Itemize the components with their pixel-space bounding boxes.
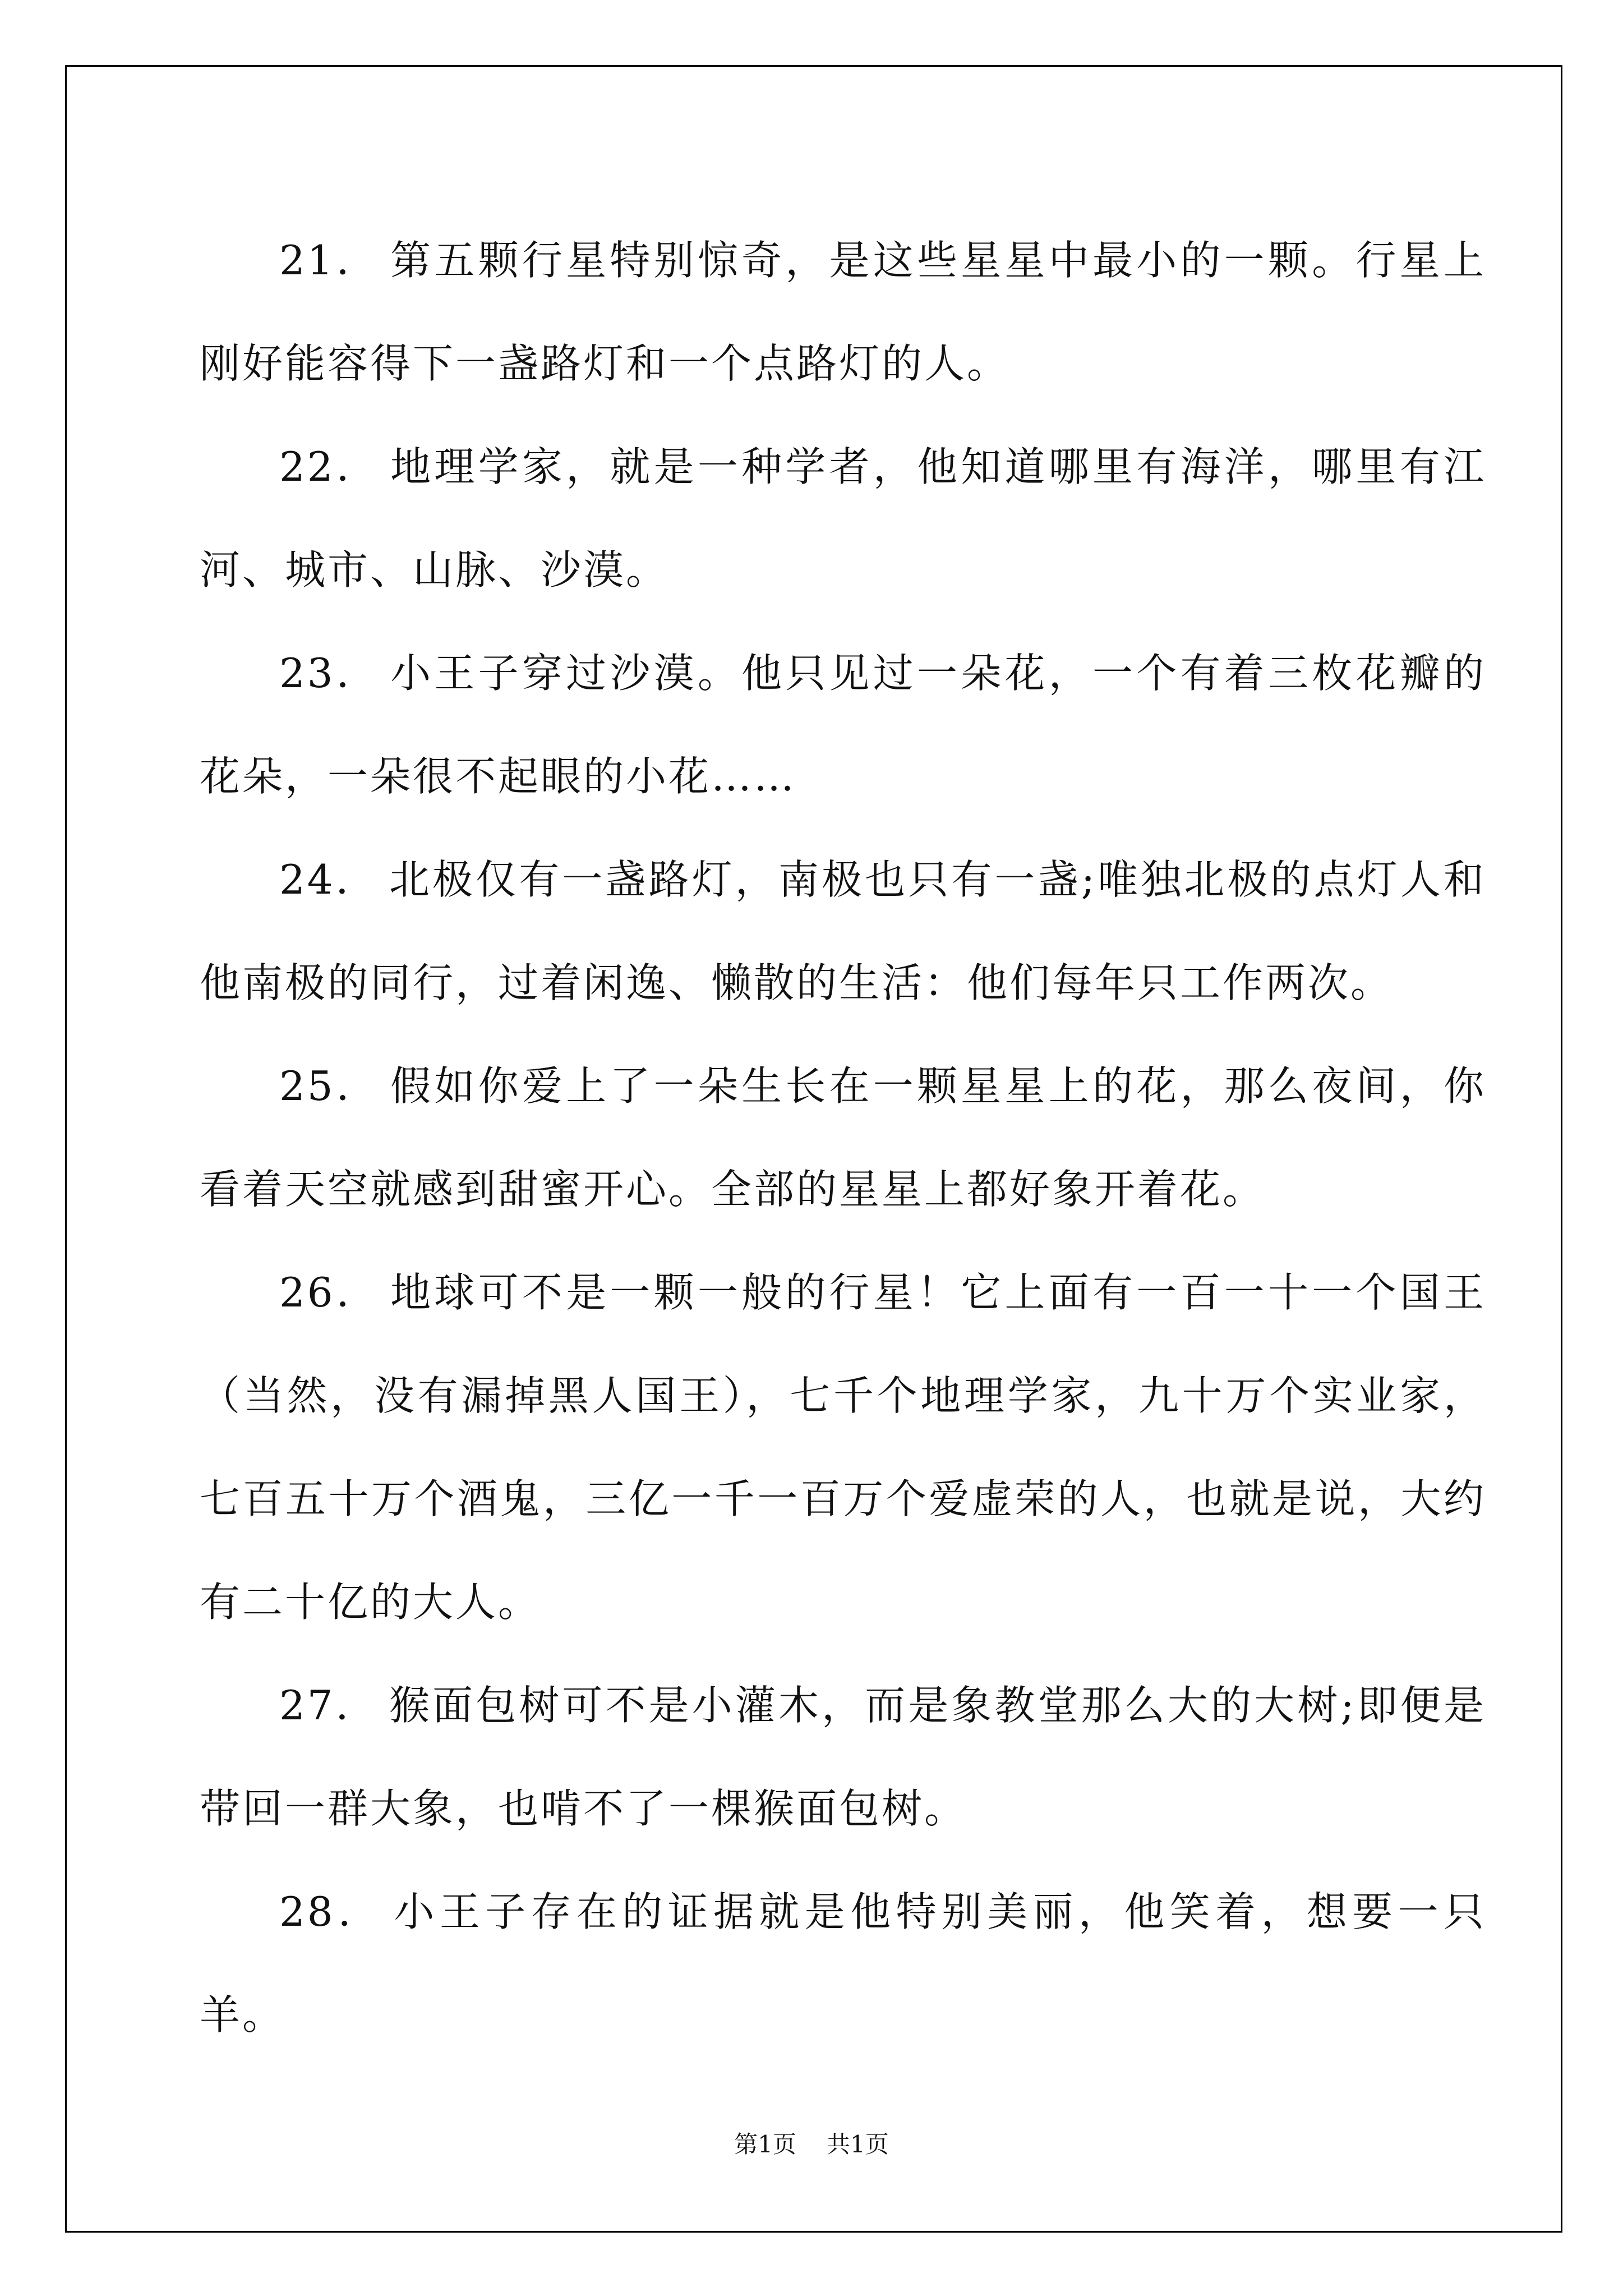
paragraph-26 — [200, 1241, 1486, 1654]
paragraph-number: 23． — [279, 650, 381, 697]
page-total-label: 共1页 — [827, 2131, 889, 2158]
paragraph-number: 24． — [279, 856, 379, 903]
paragraph-22 — [200, 415, 1486, 622]
paragraph-27 — [200, 1654, 1486, 1860]
paragraph-text: 小王子穿过沙漠。他只见过一朵花，一个有着三枚花瓣的花朵，一朵很不起眼的小花…… — [200, 650, 1486, 800]
paragraph-28 — [200, 1860, 1486, 2067]
page-number-label: 第1页 — [734, 2131, 796, 2158]
paragraph-25 — [200, 1034, 1486, 1241]
paragraph-text: 北极仅有一盏路灯，南极也只有一盏;唯独北极的点灯人和他南极的同行，过着闲逸、懒散的生活：他们每年只工作两次。 — [200, 856, 1486, 1006]
paragraph-text: 小王子存在的证据就是他特别美丽，他笑着，想要一只羊。 — [200, 1888, 1486, 2039]
paragraph-number: 27． — [279, 1682, 379, 1729]
paragraph-21 — [200, 209, 1486, 415]
paragraph-text: 第五颗行星特别惊奇，是这些星星中最小的一颗。行星上刚好能容得下一盏路灯和一个点路灯的人。 — [200, 237, 1486, 387]
document-body — [200, 209, 1486, 2067]
paragraph-23 — [200, 622, 1486, 828]
paragraph-text: 地球可不是一颗一般的行星！它上面有一百一十一个国王（当然，没有漏掉黑人国王），七千个地理学家，九十万个实业家，七百五十万个酒鬼，三亿一千一百万个爱虚荣的人，也就是说，大约有二十亿的大人。 — [200, 1269, 1486, 1626]
paragraph-text: 猴面包树可不是小灌木，而是象教堂那么大的大树;即便是带回一群大象，也啃不了一棵猴面包树。 — [200, 1682, 1486, 1832]
paragraph-number: 25． — [279, 1062, 381, 1110]
page-footer — [0, 2126, 1623, 2160]
paragraph-number: 21． — [279, 237, 381, 284]
paragraph-text: 假如你爱上了一朵生长在一颗星星上的花，那么夜间，你看着天空就感到甜蜜开心。全部的星星上都好象开着花。 — [200, 1062, 1486, 1213]
paragraph-24 — [200, 828, 1486, 1034]
paragraph-number: 22． — [279, 443, 381, 490]
paragraph-number: 26． — [279, 1269, 381, 1316]
paragraph-number: 28． — [279, 1888, 384, 1935]
paragraph-text: 地理学家，就是一种学者，他知道哪里有海洋，哪里有江河、城市、山脉、沙漠。 — [200, 443, 1486, 593]
